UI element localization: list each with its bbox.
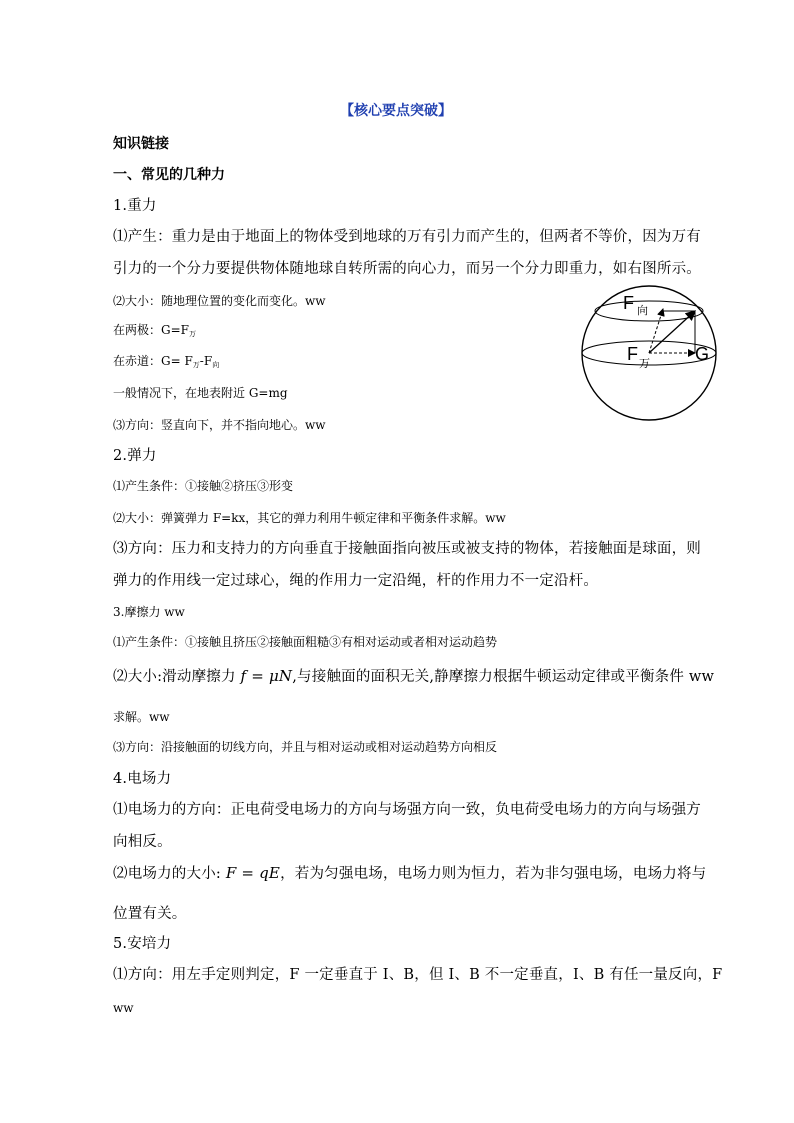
elastic-size: ⑵大小：弹簧弹力 F=kx，其它的弹力利用牛顿定律和平衡条件求解。ww bbox=[113, 511, 506, 525]
electric-size-line2: 位置有关。 bbox=[113, 906, 187, 922]
friction-direction: ⑶方向：沿接触面的切线方向，并且与相对运动或相对运动趋势方向相反 bbox=[113, 740, 498, 754]
gravity-equator: 在赤道：$G= F_万-F_向$ bbox=[113, 354, 220, 369]
gravity-heading: 1.重力 bbox=[113, 198, 157, 214]
gravity-origin-line1: ⑴产生：重力是由于地面上的物体受到地球的万有引力而产生的，但两者不等价，因为万有 bbox=[113, 229, 701, 245]
friction-heading: 3.摩擦力 ww bbox=[113, 605, 185, 619]
label-f-sub-bottom: 万 bbox=[639, 357, 650, 370]
electric-formula: F = qE bbox=[225, 864, 281, 882]
subheading: 一、常见的几种力 bbox=[113, 167, 225, 183]
elastic-direction-line1: ⑶方向：压力和支持力的方向垂直于接触面指向被压或被支持的物体，若接触面是球面，则 bbox=[113, 541, 701, 557]
page-title: 【核心要点突破】 bbox=[340, 103, 452, 119]
ampere-heading: 5.安培力 bbox=[113, 936, 172, 952]
electric-size-line1: ⑵电场力的大小: F = qE，若为匀强电场，电场力则为恒力，若为非匀强电场，电场力将与 bbox=[113, 864, 707, 882]
label-g: G bbox=[695, 344, 710, 364]
electric-heading: 4.电场力 bbox=[113, 771, 172, 787]
gravity-poles: 在两极：$G=F_万$ bbox=[113, 323, 196, 338]
section-heading: 知识链接 bbox=[113, 136, 169, 152]
gravity-origin-line2: 引力的一个分力要提供物体随地球自转所需的向心力，而另一个分力即重力，如右图所示。 bbox=[113, 261, 701, 277]
label-f-top: F bbox=[623, 293, 634, 313]
elastic-direction-line2: 弹力的作用线一定过球心，绳的作用力一定沿绳，杆的作用力不一定沿杆。 bbox=[113, 573, 599, 589]
friction-size-line1: ⑵大小:滑动摩擦力 f = μN,与接触面的面积无关,静摩擦力根据牛顿运动定律或平衡条件 ww bbox=[113, 667, 715, 685]
electric-direction-line2: 向相反。 bbox=[113, 834, 172, 850]
label-f-sub-top: 向 bbox=[637, 304, 648, 317]
gravity-general: 一般情况下，在地表附近 G=mg bbox=[113, 386, 288, 400]
friction-condition: ⑴产生条件：①接触且挤压②接触面粗糙③有相对运动或者相对运动趋势 bbox=[113, 635, 498, 649]
label-f-bottom: F bbox=[627, 344, 638, 364]
friction-formula: f = μN bbox=[240, 667, 293, 685]
elastic-condition: ⑴产生条件：①接触②挤压③形变 bbox=[113, 479, 294, 493]
gravity-size: ⑵大小：随地理位置的变化而变化。ww bbox=[113, 294, 326, 308]
earth-force-diagram bbox=[579, 283, 719, 423]
ampere-direction-line1: ⑴方向：用左手定则判定，F 一定垂直于 I、B，但 I、B 不一定垂直，I、B 有任一量反向，F bbox=[113, 967, 723, 983]
electric-direction-line1: ⑴电场力的方向：正电荷受电场力的方向与场强方向一致，负电荷受电场力的方向与场强方 bbox=[113, 802, 701, 818]
friction-size-line2: 求解。ww bbox=[113, 710, 170, 724]
ampere-direction-line2: ww bbox=[113, 1001, 134, 1015]
gravity-direction: ⑶方向：竖直向下，并不指向地心。ww bbox=[113, 418, 326, 432]
elastic-heading: 2.弹力 bbox=[113, 448, 157, 464]
